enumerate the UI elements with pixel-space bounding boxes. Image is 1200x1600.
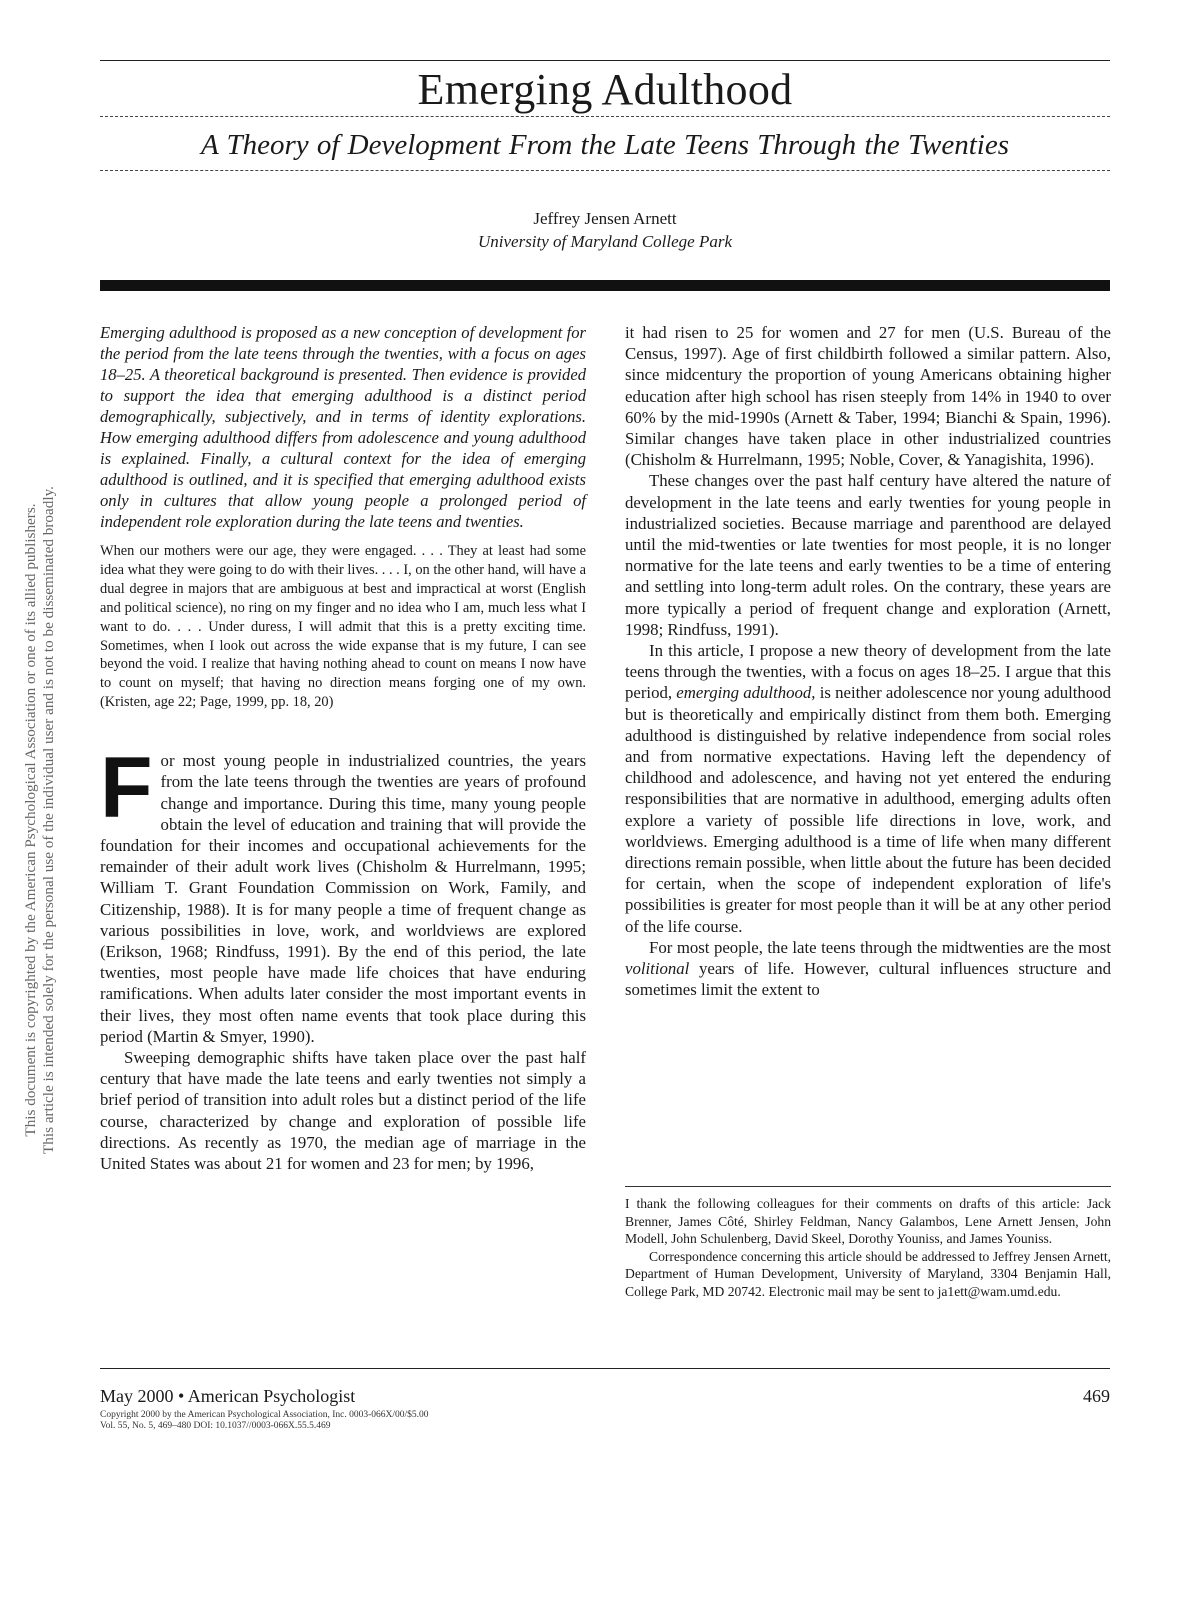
body-paragraph-5 [625, 937, 1111, 1001]
footer-rule [100, 1368, 1110, 1369]
journal-issue: May 2000 • American Psychologist [100, 1386, 356, 1406]
author-affiliation: University of Maryland College Park [477, 232, 732, 251]
body-paragraph-1-text: or most young people in industrialized countries, the years from the late teens through the twenties are years of profound change and importance. During this time, many young people obtain the level of education and training that will provide the foundation for their incomes and occupational achievements for the remainder of their adult work lives (Chisholm & Hurrelmann, 1995; William T. Grant Foundation Commission on Work, Family, and Citizenship, 1988). It is for many people a time of frequent change as various possibilities in love, work, and worldviews are explored (Erikson, 1968; Rindfuss, 1991). By the end of this period, the late twenties, most people have made life choices that have enduring ramifications. When adults later consider the most important events in their lives, they most often name events that took place during this period (Martin & Smyer, 1990). [100, 751, 586, 1046]
epigraph: When our mothers were our age, they were engaged. . . . They at least had some idea what they were going to do with their lives. . . . I, on the other hand, will have a dual degree in majors that are ambiguous at best and impractical at worst (English and political science), no ring on my finger and no idea who I am, much less what I want to do. . . . Under duress, I will admit that this is a pretty exciting time. Sometimes, when I look out across the wide expanse that is my future, I can see beyond the void. I realize that having nothing ahead to count on means I now have to count on myself; that having no direction means forging one of my own. (Kristen, age 22; Page, 1999, pp. 18, 20) [100, 543, 586, 711]
body-paragraph-2-continued: it had risen to 25 for women and 27 for men (U.S. Bureau of the Census, 1997). Age of first childbirth followed a similar pattern. Also, since midcentury the proportion of young Americans obtaining higher education after high school has risen steeply from 14% in 1940 to over 60% by the mid-1990s (Arnett & Taber, 1994; Bianchi & Spain, 1996). Similar changes have taken place in other industrialized countries (Chisholm & Hurrelmann, 1995; Noble, Cover, & Yanagishita, 1996). [625, 323, 1111, 470]
right-column [625, 322, 1111, 1001]
abstract: Emerging adulthood is proposed as a new conception of development for the period from the late teens through the twenties, with a focus on ages 18–25. A theoretical background is presented. Then evidence is provided to support the idea that emerging adulthood is a distinct period demographically, subjectively, and in terms of identity explorations. How emerging adulthood differs from adolescence and young adulthood is explained. Finally, a cultural context for the idea of emerging adulthood is outlined, and it is specified that emerging adulthood exists only in cultures that allow young people a prolonged period of independent role exploration during the late teens and twenties. [100, 323, 586, 531]
article-title: Emerging Adulthood [417, 65, 793, 114]
author-name: Jeffrey Jensen Arnett [533, 209, 677, 228]
copyright-block [100, 1410, 429, 1432]
p5-text-b: years of life. However, cultural influences structure and sometimes limit the extent to [625, 959, 1111, 1000]
copyright-line-2: Vol. 55, No. 5, 469–480 DOI: 10.1037//0003-066X.55.5.469 [100, 1421, 331, 1431]
body-paragraph-4 [625, 640, 1111, 937]
footnote-rule [625, 1186, 1111, 1187]
footnote-correspondence: Correspondence concerning this article should be addressed to Jeffrey Jensen Arnett, Department of Human Development, University of Maryland, 3304 Benjamin Hall, College Park, MD 20742. Electronic mail may be sent to ja1ett@wam.umd.edu. [625, 1248, 1111, 1299]
side-note-line-1: This document is copyrighted by the American Psychological Association or one of its allied publishers. [22, 503, 39, 1137]
page-number: 469 [1083, 1386, 1110, 1406]
p4-emphasis: emerging adulthood, [676, 683, 816, 703]
body-paragraph-3: These changes over the past half century have altered the nature of development in the late teens and early twenties for young people in industrialized societies. Because marriage and parenthood are delayed until the mid-twenties or late twenties for most people, it is no longer normative for the late teens and early twenties to be a time of entering and settling into long-term adult roles. On the contrary, these years are more typically a period of frequent change and exploration (Arnett, 1998; Rindfuss, 1991). [625, 471, 1111, 639]
title-divider [100, 116, 1110, 117]
body-paragraph-1 [100, 740, 586, 1047]
side-copyright-notice [22, 460, 58, 1180]
p5-emphasis: volitional [625, 959, 690, 979]
copyright-line-1: Copyright 2000 by the American Psychological Association, Inc. 0003-066X/00/$5.00 [100, 1410, 429, 1420]
p4-text-b: is neither adolescence nor young adulthood but is theoretically and empirically distinct from them both. Emerging adulthood is distinguished by relative independence from social roles and from normative expectations. Having left the dependency of childhood and adolescence, and having not yet entered the enduring responsibilities that are normative in adulthood, emerging adults often explore a variety of possible life directions in love, work, and worldviews. Emerging adulthood is a time of life when many different directions remain possible, when little about the future has been decided for certain, when the scope of independent exploration of life's possibilities is greater for most people than it will be at any other period of the life course. [625, 683, 1111, 936]
header-bar [100, 280, 1110, 291]
left-column [100, 322, 586, 1174]
drop-cap: F [100, 740, 153, 837]
top-rule [100, 60, 1110, 61]
p5-text-a: For most people, the late teens through the midtwenties are the most [649, 937, 1111, 957]
body-paragraph-2: Sweeping demographic shifts have taken place over the past half century that have made the late teens and early twenties not simply a brief period of transition into adult roles but a distinct period of the life course, characterized by change and exploration of possible life directions. As recently as 1970, the median age of marriage in the United States was about 21 for women and 23 for men; by 1996, [100, 1048, 586, 1174]
article-subtitle: A Theory of Development From the Late Teens Through the Twenties [201, 129, 1009, 161]
footnotes [625, 1195, 1111, 1301]
footnote-acknowledgments: I thank the following colleagues for their comments on drafts of this article: Jack Brenner, James Côté, Shirley Feldman, Nancy Galambos, Lene Arnett Jensen, John Modell, John Schulenberg, David Skeel, Dorothy Youniss, and James Youniss. [625, 1196, 1111, 1247]
subtitle-divider [100, 170, 1110, 171]
side-note-line-2: This article is intended solely for the personal use of the individual user and is not to be disseminated broadly. [40, 486, 57, 1154]
p4-text-a: In this article, I propose a new theory of development from the late teens through the twenties, with a focus on ages 18–25. I argue that this period, [625, 641, 1111, 703]
